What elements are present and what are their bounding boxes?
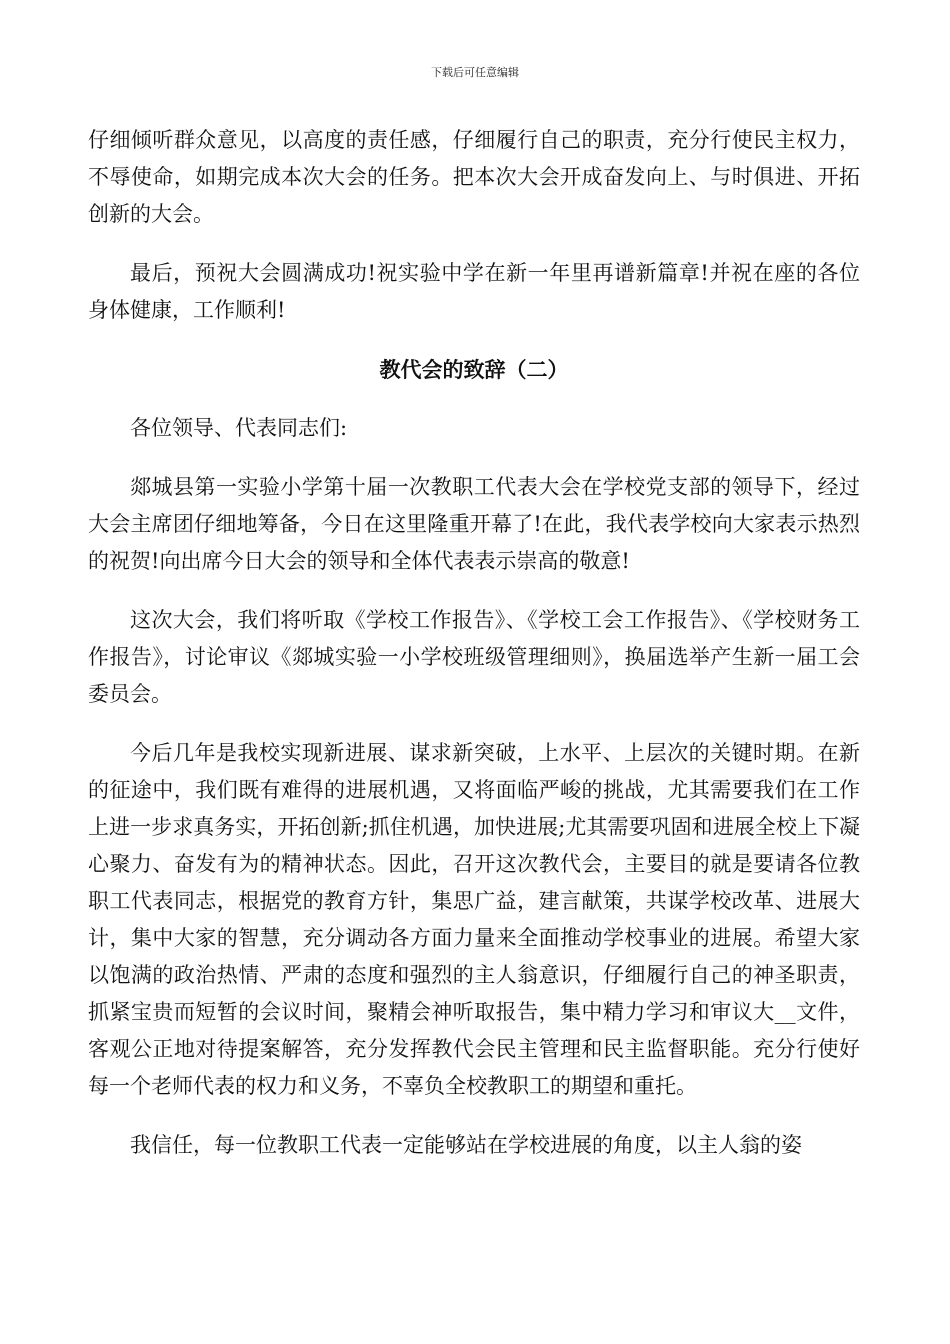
section-title: 教代会的致辞（二） <box>379 357 569 382</box>
document-body <box>88 122 860 1186</box>
page-header-note: 下载后可任意编辑 <box>431 66 519 79</box>
paragraph-agenda: 这次大会，我们将听取《学校工作报告》、《学校工会工作报告》、《学校财务工作报告》，讨论审议《郯城实验一小学校班级管理细则》，换届选举产生新一届工会委员会。 <box>88 608 860 706</box>
paragraph-trust: 我信任，每一位教职工代表一定能够站在学校进展的角度，以主人翁的姿 <box>130 1133 802 1157</box>
paragraph-closing-wishes: 最后，预祝大会圆满成功!祝实验中学在新一年里再谱新篇章!并祝在座的各位身体健康，工作顺利! <box>88 261 860 322</box>
paragraph-continuation: 仔细倾听群众意见，以高度的责任感，仔细履行自己的职责，充分行使民主权力，不辱使命，如期完成本次大会的任务。把本次大会开成奋发向上、与时俱进、开拓创新的大会。 <box>88 128 860 226</box>
paragraph-salutation: 各位领导、代表同志们: <box>130 416 348 440</box>
paragraph-main-speech: 今后几年是我校实现新进展、谋求新突破，上水平、上层次的关键时期。在新的征途中，我们既有难得的进展机遇，又将面临严峻的挑战，尤其需要我们在工作上进一步求真务实，开拓创新;抓住机遇，加快进展;尤其需要巩固和进展全校上下凝心聚力、奋发有为的精神状态。因此，召开这次教代会，主要目的就是要请各位教职工代表同志，根据党的教育方针，集思广益，建言献策，共谋学校改革、进展大计，集中大家的智慧，充分调动各方面力量来全面推动学校事业的进展。希望大家以饱满的政治热情、严肃的态度和强烈的主人翁意识，仔细履行自己的神圣职责，抓紧宝贵而短暂的会议时间，聚精会神听取报告，集中精力学习和审议大__文件，客观公正地对待提案解答，充分发挥教代会民主管理和民主监督职能。充分行使好每一个老师代表的权力和义务，不辜负全校教职工的期望和重托。 <box>88 741 860 1098</box>
paragraph-opening: 郯城县第一实验小学第十届一次教职工代表大会在学校党支部的领导下，经过大会主席团仔细地筹备，今日在这里隆重开幕了!在此，我代表学校向大家表示热烈的祝贺!向出席今日大会的领导和全体代表表示崇高的敬意! <box>88 475 860 573</box>
